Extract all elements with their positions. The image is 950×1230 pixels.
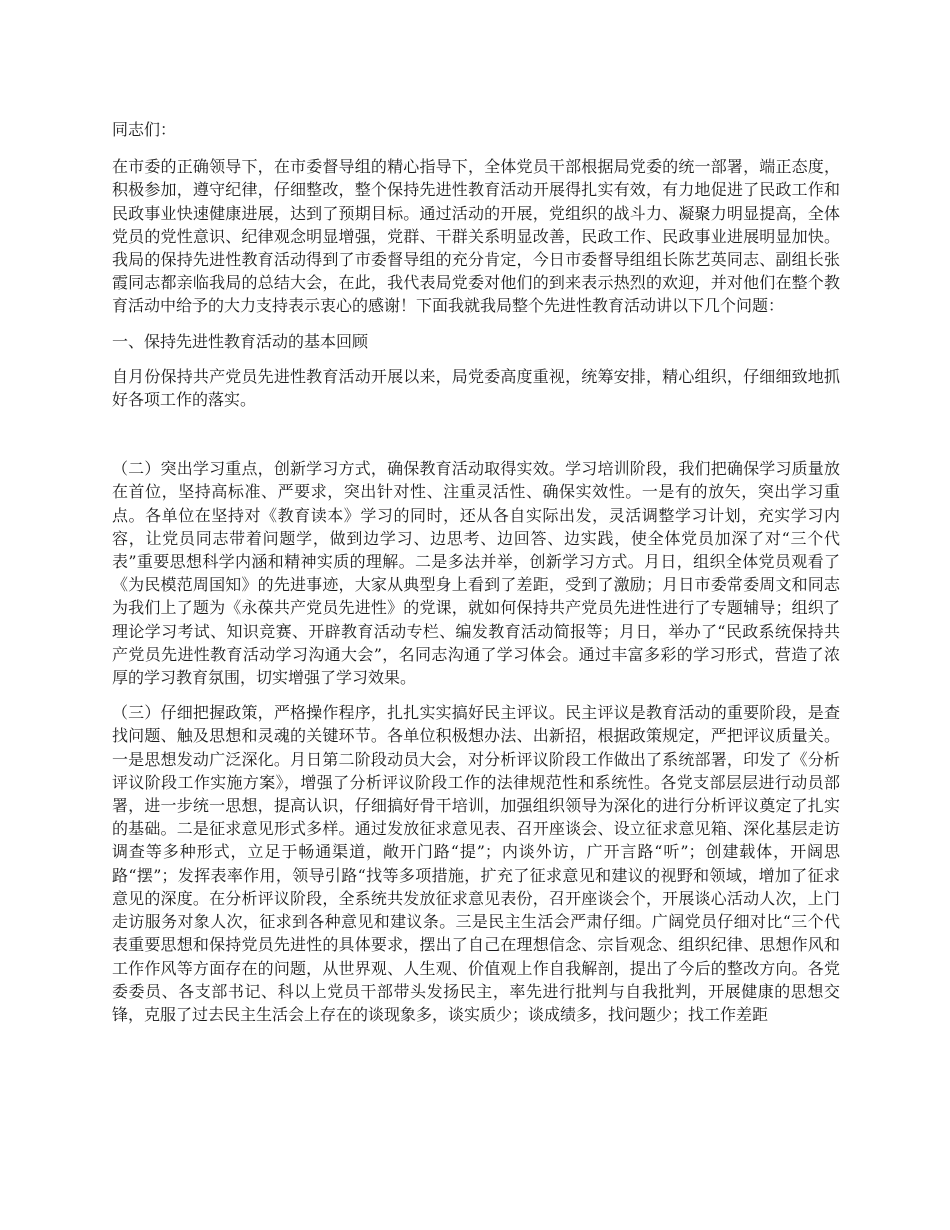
intro-paragraph: 在市委的正确领导下，在市委督导组的精心指导下，全体党员干部根据局党委的统一部署，端正态度，积极参加，遵守纪律，仔细整改，整个保持先进性教育活动开展得扎实有效，有力地促进了民政工作和民政事业快速健康进展，达到了预期目标。通过活动的开展，党组织的战斗力、凝聚力明显提高，全体党员的党性意识、纪律观念明显增强，党群、干群关系明显改善，民政工作、民政事业进展明显加快。我局的保持先进性教育活动得到了市委督导组的充分肯定，今日市委督导组组长陈艺英同志、副组长张霞同志都亲临我局的总结大会，在此，我代表局党委对他们的到来表示热烈的欢迎，并对他们在整个教育活动中给予的大力支持表示衷心的感谢！下面我就我局整个先进性教育活动讲以下几个问题：	[112, 157, 840, 316]
study-paragraph: （二）突出学习重点，创新学习方式，确保教育活动取得实效。学习培训阶段，我们把确保学习质量放在首位，坚持高标准、严要求，突出针对性、注重灵活性、确保实效性。一是有的放矢，突出学习重点。各单位在坚持对《教育读本》学习的同时，还从各自实际出发，灵活调整学习计划，充实学习内容，让党员同志带着问题学，做到边学习、边思考、边回答、边实践，使全体党员加深了对“三个代表”重要思想科学内涵和精神实质的理解。二是多法并举，创新学习方式。月日，组织全体党员观看了《为民模范周国知》的先进事迹，大家从典型身上看到了差距，受到了激励；月日市委常委周文和同志为我们上了题为《永葆共产党员先进性》的党课，就如何保持共产党员先进性进行了专题辅导；组织了理论学习考试、知识竞赛、开辟教育活动专栏、编发教育活动简报等；月日，举办了“民政系统保持共产党员先进性教育活动学习沟通大会”，名同志沟通了学习体会。通过丰富多彩的学习形式，营造了浓厚的学习教育氛围，切实增强了学习效果。	[112, 459, 840, 688]
section-intro-paragraph: 自月份保持共产党员先进性教育活动开展以来，局党委高度重视，统筹安排，精心组织，仔细细致地抓好各项工作的落实。	[112, 366, 840, 410]
blank-spacer	[112, 423, 840, 457]
evaluation-paragraph: （三）仔细把握政策，严格操作程序，扎扎实实搞好民主评议。民主评议是教育活动的重要阶段，是查找问题、触及思想和灵魂的关键环节。各单位积极想办法、出新招，根据政策规定，严把评议质量关。一是思想发动广泛深化。月日第二阶段动员大会，对分析评议阶段工作做出了系统部署，印发了《分析评议阶段工作实施方案》，增强了分析评议阶段工作的法律规范性和系统性。各党支部层层进行动员部署，进一步统一思想，提高认识，仔细搞好骨干培训，加强组织领导为深化的进行分析评议奠定了扎实的基础。二是征求意见形式多样。通过发放征求意见表、召开座谈会、设立征求意见箱、深化基层走访调查等多种形式，立足于畅通渠道，敞开门路“提”；内谈外访，广开言路“听”；创建载体，开阔思路“摆”；发挥表率作用，领导引路“找等多项措施，扩充了征求意见和建议的视野和领域，增加了征求意见的深度。在分析评议阶段，全系统共发放征求意见表份，召开座谈会个，开展谈心活动人次，上门走访服务对象人次，征求到各种意见和建议条。三是民主生活会严肃仔细。广阔党员仔细对比“三个代表重要思想和保持党员先进性的具体要求，摆出了自己在理想信念、宗旨观念、组织纪律、思想作风和工作作风等方面存在的问题，从世界观、人生观、价值观上作自我解剖，提出了今后的整改方向。各党委委员、各支部书记、科以上党员干部带头发扬民主，率先进行批判与自我批判，开展健康的思想交锋，克服了过去民主生活会上存在的谈现象多，谈实质少；谈成绩多，找问题少；找工作差距	[112, 703, 840, 1024]
salutation: 同志们：	[112, 120, 177, 139]
section-heading: 一、保持先进性教育活动的基本回顾	[112, 331, 369, 351]
document-body	[112, 118, 840, 1038]
